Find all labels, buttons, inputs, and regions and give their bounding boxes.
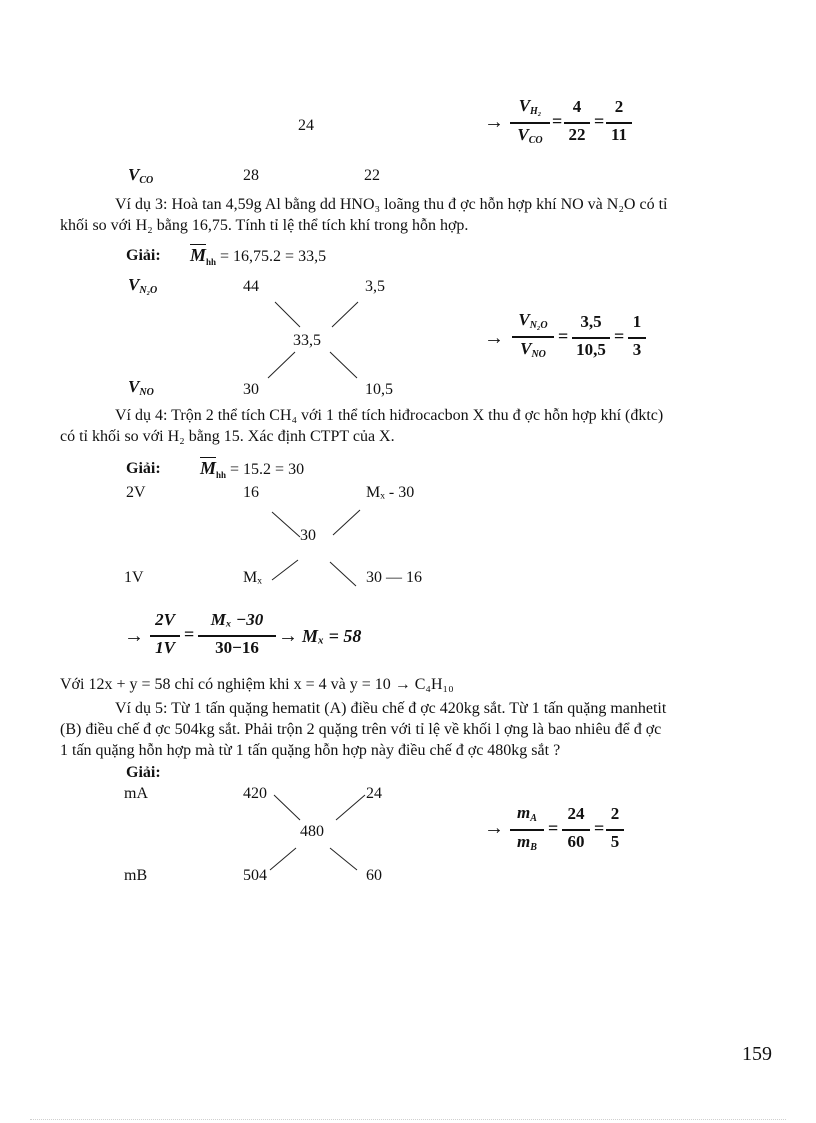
mbar-symbol: M	[190, 245, 207, 265]
frac-num-sub: N₂O	[529, 320, 548, 331]
page-number: 159	[742, 1043, 772, 1065]
equals-2: =	[594, 111, 605, 131]
fraction-4-22	[564, 97, 590, 149]
frac-num: 24	[567, 804, 585, 823]
fraction-ma-mb: $m_A$ $m_B$	[510, 803, 544, 857]
value-3-5: 3,5	[365, 278, 385, 295]
equals-1: =	[548, 818, 559, 838]
frac-den-sub: CO	[528, 135, 543, 146]
example-4-note	[60, 674, 780, 695]
frac-den-sub: B	[530, 842, 537, 853]
frac-num: 2	[614, 97, 624, 116]
frac-den: 30−16	[215, 638, 259, 657]
mbar-expression	[200, 458, 304, 480]
frac-den: 3	[632, 340, 642, 359]
frac-den: V	[517, 125, 529, 144]
footer-divider	[30, 1119, 786, 1120]
arrow-icon: →	[484, 111, 504, 133]
value-60: 60	[366, 867, 382, 884]
frac-num: 1	[632, 312, 642, 331]
value-mx-minus-30: Mₓ - 30	[366, 484, 415, 501]
frac-num: 2	[610, 804, 620, 823]
value-420: 420	[243, 785, 267, 802]
ex4-line1: Ví dụ 4: Trộn 2 thể tích CH₄ với 1 thể tích hiđrocacbon X thu đ ợc hỗn hợp khí (đktc)	[115, 407, 664, 424]
mbar-symbol: M	[200, 458, 217, 478]
label-vco	[128, 165, 153, 186]
value-480: 480	[300, 823, 324, 840]
label-v: V	[128, 165, 140, 184]
ex5-line1: Ví dụ 5: Từ 1 tấn quặng hematit (A) điều chế đ ợc 420kg sắt. Từ 1 tấn quặng manhetit	[115, 700, 667, 717]
frac-den-sub: NO	[531, 349, 546, 360]
example-3-paragraph	[60, 194, 780, 236]
frac-den: 5	[610, 832, 620, 851]
ex4-note-line: Với 12x + y = 58 chỉ có nghiệm khi x = 4 và y = 10 → C₄H₁₀	[60, 676, 454, 693]
ex3-line2: khối so với H₂ bằng 16,75. Tính tỉ lệ thể tích khí trong hỗn hợp.	[60, 217, 469, 234]
equals-1: =	[558, 326, 569, 346]
equals-1: =	[552, 111, 563, 131]
frac-num: 4	[572, 97, 582, 116]
value-22: 22	[364, 167, 380, 184]
result-mx-58: Mₓ = 58	[302, 626, 362, 646]
giai-label: Giải:	[126, 460, 161, 477]
value-28: 28	[243, 167, 259, 184]
ex5-line3: 1 tấn quặng hỗn hợp mà từ 1 tấn quặng hỗn hợp này điều chế đ ợc 480kg sắt ?	[60, 742, 561, 759]
mbar-expression	[190, 245, 326, 267]
frac-num-sub: A	[530, 813, 537, 824]
value-504: 504	[243, 867, 267, 884]
label-vno: $V_{NO}$	[128, 377, 154, 398]
value-24: 24	[366, 785, 382, 802]
fraction-2-11	[606, 97, 632, 149]
ex3-line1: Ví dụ 3: Hoà tan 4,59g Al bằng dd HNO₃ loãng thu đ ợc hỗn hợp khí NO và N₂O có tỉ	[115, 196, 668, 213]
value-mx: Mₓ	[243, 569, 262, 586]
label-n2o-sub: N₂O	[139, 285, 158, 296]
equals-2: =	[614, 326, 625, 346]
giai-label: Giải:	[126, 247, 161, 264]
frac-num-sub: H₂	[530, 106, 542, 117]
example-4-paragraph	[60, 405, 780, 447]
fraction-2-5	[606, 804, 624, 856]
frac-den: 11	[610, 125, 628, 144]
value-10-5: 10,5	[365, 381, 393, 398]
fraction-vh2-vco	[510, 96, 550, 152]
arrow-icon: →	[124, 625, 144, 647]
fraction-mx	[198, 610, 276, 662]
fraction-vn2o-vno: $V_{N_2O}$ $V_{NO}$	[512, 310, 554, 366]
label-co-sub: CO	[139, 175, 154, 186]
value-44: 44	[243, 278, 259, 295]
value-30: 30	[243, 381, 259, 398]
ex5-line2: (B) điều chế đ ợc 504kg sắt. Phải trộn 2 quặng trên với tỉ lệ về khối l ợng là bao nhiêu để đ ợc	[60, 721, 662, 738]
frac-den: 10,5	[576, 340, 606, 359]
label-mb: mB	[124, 867, 148, 884]
arrow-icon: →	[484, 327, 504, 349]
frac-num: V	[518, 96, 531, 115]
value-33-5: 33,5	[293, 332, 321, 349]
frac-den: 22	[568, 125, 586, 144]
frac-den: 1V	[155, 638, 175, 657]
frac-num: 2V	[155, 610, 175, 629]
frac-num: 3,5	[580, 312, 602, 331]
label-ma: mA	[124, 785, 148, 802]
fraction-24-60	[562, 804, 590, 856]
fraction-2v-1v	[150, 610, 180, 662]
value-16: 16	[243, 484, 259, 501]
fraction-1-3	[628, 312, 646, 364]
equals-2: =	[594, 818, 605, 838]
mbar-sub: hh	[216, 470, 227, 481]
fraction-3-5-10-5	[572, 312, 610, 364]
label-vn2o: $V_{N_2O}$	[128, 275, 158, 296]
example-5-paragraph	[60, 698, 780, 761]
arrow-icon: →	[278, 625, 298, 647]
mbar-value: = 16,75.2 = 33,5	[220, 248, 327, 265]
value-24: 24	[298, 117, 314, 134]
value-30-minus-16: 30 — 16	[366, 569, 422, 586]
label-no-sub: NO	[139, 387, 154, 398]
label-1v: 1V	[124, 569, 144, 586]
value-30: 30	[300, 527, 316, 544]
frac-den: 60	[567, 832, 585, 851]
giai-label: Giải:	[126, 764, 161, 781]
mbar-sub: hh	[206, 257, 217, 268]
mbar-value: = 15.2 = 30	[230, 461, 305, 478]
frac-num: Mₓ −30	[210, 610, 264, 629]
equals-1: =	[184, 624, 195, 644]
label-2v: 2V	[126, 484, 146, 501]
arrow-icon: →	[484, 817, 504, 839]
ex4-line2: có tỉ khối so với H₂ bằng 15. Xác định CTPT của X.	[60, 428, 395, 445]
